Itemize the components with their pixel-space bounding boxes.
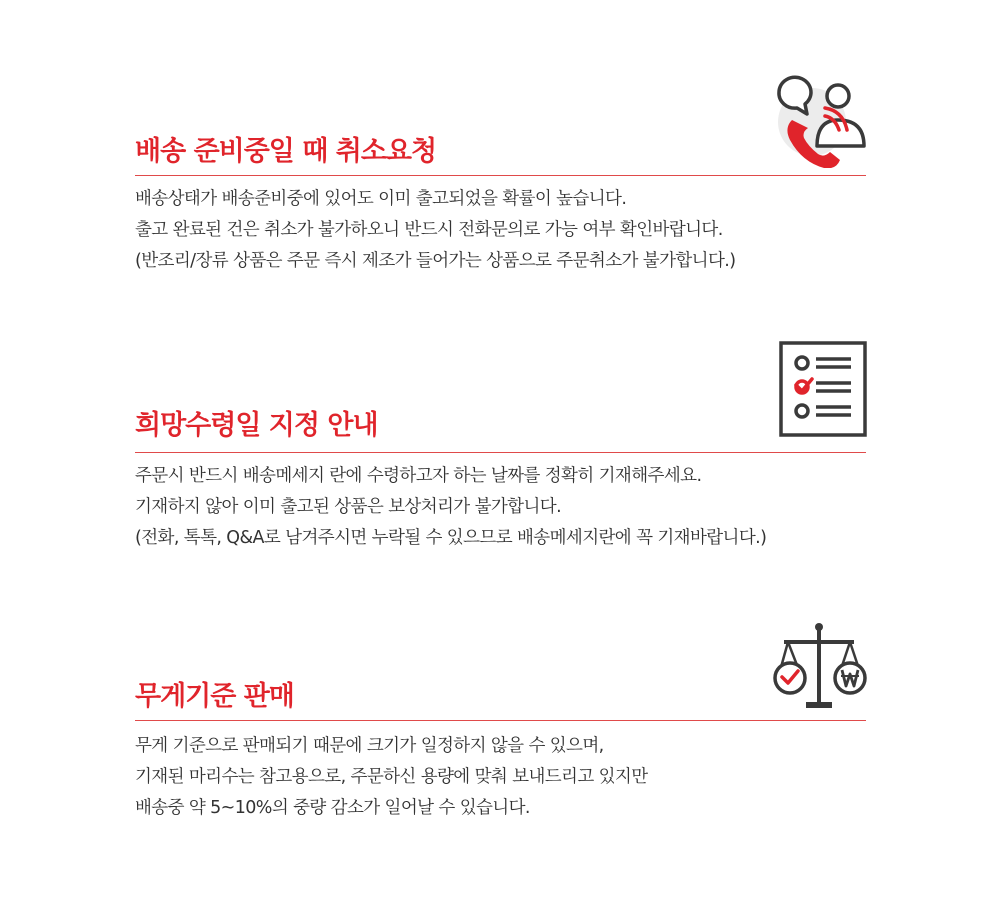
scale-won-icon [770, 620, 870, 712]
section-body [135, 731, 648, 824]
body-line: 주문시 반드시 배송메세지 란에 수령하고자 하는 날짜를 정확히 기재해주세요. [135, 466, 702, 486]
body-line: (전화, 톡톡, Q&A로 남겨주시면 누락될 수 있으므로 배송메세지란에 꼭 기재바랍니다.) [135, 528, 767, 548]
body-line: 기재된 마리수는 참고용으로, 주문하신 용량에 맞춰 보내드리고 있지만 [135, 767, 648, 787]
body-line: 출고 완료된 건은 취소가 불가하오니 반드시 전화문의로 가능 여부 확인바랍니다. [135, 220, 723, 240]
section-title: 희망수령일 지정 안내 [135, 410, 378, 441]
body-line: 배송상태가 배송준비중에 있어도 이미 출고되었을 확률이 높습니다. [135, 189, 627, 209]
body-line: 배송중 약 5~10%의 중량 감소가 일어날 수 있습니다. [135, 798, 530, 818]
section-divider [135, 720, 866, 721]
body-line: 무게 기준으로 판매되기 때문에 크기가 일정하지 않을 수 있으며, [135, 736, 604, 756]
section-title: 배송 준비중일 때 취소요청 [135, 136, 437, 167]
body-line: 기재하지 않아 이미 출고된 상품은 보상처리가 불가합니다. [135, 497, 562, 517]
weight-sale-section [135, 0, 866, 897]
section-title: 무게기준 판매 [135, 681, 294, 712]
body-line: (반조리/장류 상품은 주문 즉시 제조가 들어가는 상품으로 주문취소가 불가합니다.) [135, 251, 736, 271]
